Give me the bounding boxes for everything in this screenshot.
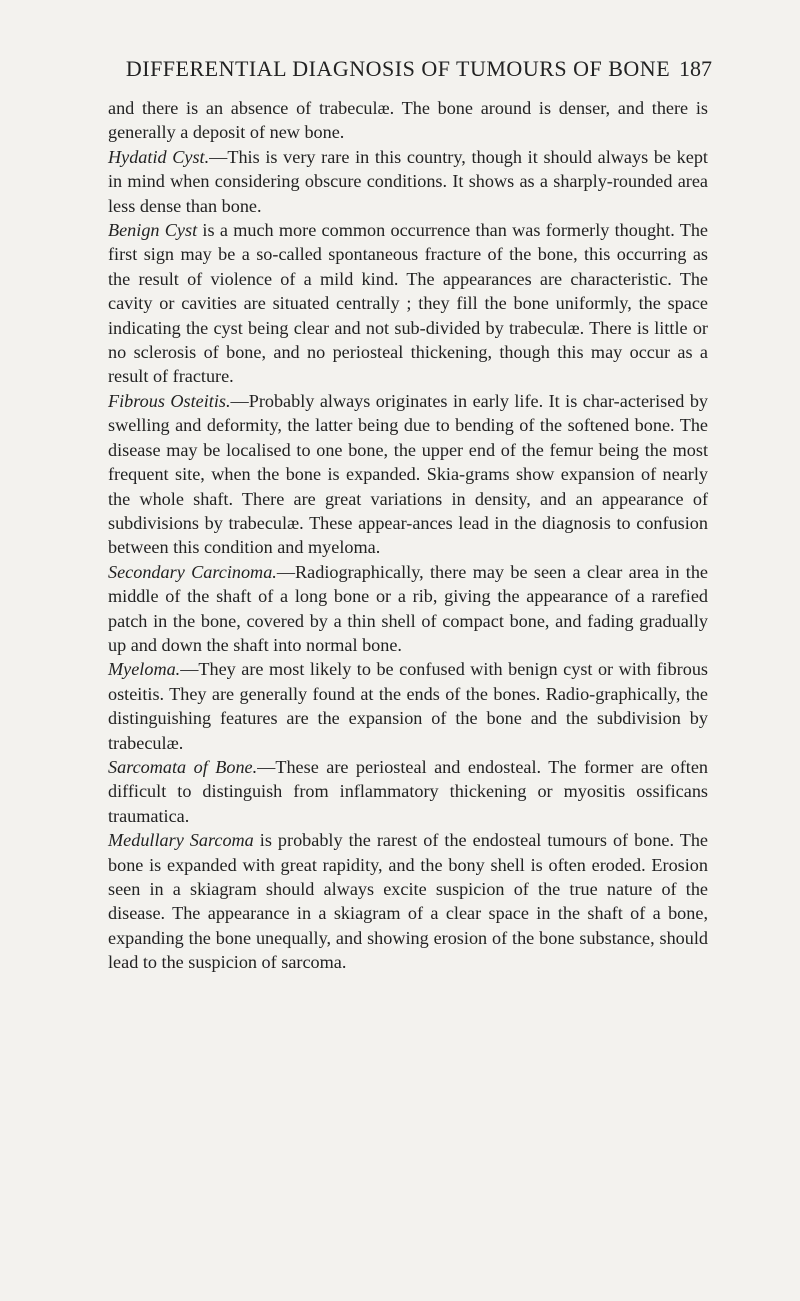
- paragraph-term: Benign Cyst: [108, 220, 198, 241]
- paragraph-text: is probably the rarest of the endosteal tumours of bone. The bone is expanded with great rapidity, and the bony shell is often eroded. Erosion seen in a skiagram should always excite suspicion of the true nature of the disease. The appearance in a skiagram of a clear space in the shaft of a bone, expanding the bone unequally, and showing erosion of the bone substance, should lead to the suspicion of sarcoma.: [108, 830, 708, 973]
- paragraph-term: Hydatid Cyst.: [108, 146, 210, 167]
- paragraph-text: —This is very rare in this country, though it should always be kept in mind when considering obscure conditions. It shows as a sharply-rounded area less dense than bone.: [108, 146, 708, 216]
- page-number: 187: [679, 56, 712, 81]
- paragraph-secondary-carcinoma: [108, 560, 708, 658]
- paragraph-term: Sarcomata of Bone.: [108, 756, 258, 777]
- paragraph-text: is a much more common occurrence than was formerly thought. The first sign may be a so-called spontaneous fracture of the bone, this occurring as the result of violence of a mild kind. The appearances are characteristic. The cavity or cavities are situated centrally ; they fill the bone uniformly, the space indicating the cyst being clear and not sub-divided by trabeculæ. There is little or no sclerosis of bone, and no periosteal thickening, though this may occur as a result of fracture.: [108, 220, 708, 387]
- paragraph-text: and there is an absence of trabeculæ. The bone around is denser, and there is generally a deposit of new bone.: [108, 98, 708, 143]
- paragraph-medullary-sarcoma: [108, 828, 708, 974]
- paragraph-sarcomata-of-bone: [108, 755, 708, 828]
- paragraph-term: Fibrous Osteitis.: [108, 390, 231, 411]
- paragraph-myeloma: [108, 657, 708, 755]
- paragraph-text: —These are periosteal and endosteal. The former are often difficult to distinguish from inflammatory thickening or myositis ossificans traumatica.: [108, 756, 708, 826]
- body-text: [108, 96, 708, 975]
- paragraph-text: —Probably always originates in early life. It is char-acterised by swelling and deformity, the latter being due to bending of the softened bone. The disease may be localised to one bone, the upper end of the femur being the most frequent site, when the bone is expanded. Skia-grams show expansion of nearly the whole shaft. There are great variations in density, and an appearance of subdivisions by trabeculæ. These appear-ances lead in the diagnosis to confusion between this condition and myeloma.: [108, 390, 709, 558]
- paragraph-fibrous-osteitis: [108, 389, 708, 560]
- paragraph-text: —Radiographically, there may be seen a clear area in the middle of the shaft of a long bone or a rib, giving the appearance of a rarefied patch in the bone, covered by a thin shell of compact bone, and fading gradually up and down the shaft into normal bone.: [108, 561, 708, 655]
- running-title: DIFFERENTIAL DIAGNOSIS OF TUMOURS OF BONE: [125, 56, 671, 81]
- paragraph-benign-cyst: [108, 218, 708, 389]
- paragraph-term: Medullary Sarcoma: [108, 830, 254, 851]
- paragraph-text: —They are most likely to be confused with benign cyst or with fibrous osteitis. They are generally found at the ends of the bones. Radio-graphically, the distinguishing features are the expansion of the bone and the subdivision by trabeculæ.: [108, 659, 708, 753]
- paragraph-term: Secondary Carcinoma.: [108, 561, 277, 582]
- running-head: [108, 56, 712, 86]
- paragraph-term: Myeloma.: [108, 659, 181, 680]
- paragraph-continuation: [108, 96, 708, 145]
- paragraph-hydatid-cyst: [108, 145, 708, 218]
